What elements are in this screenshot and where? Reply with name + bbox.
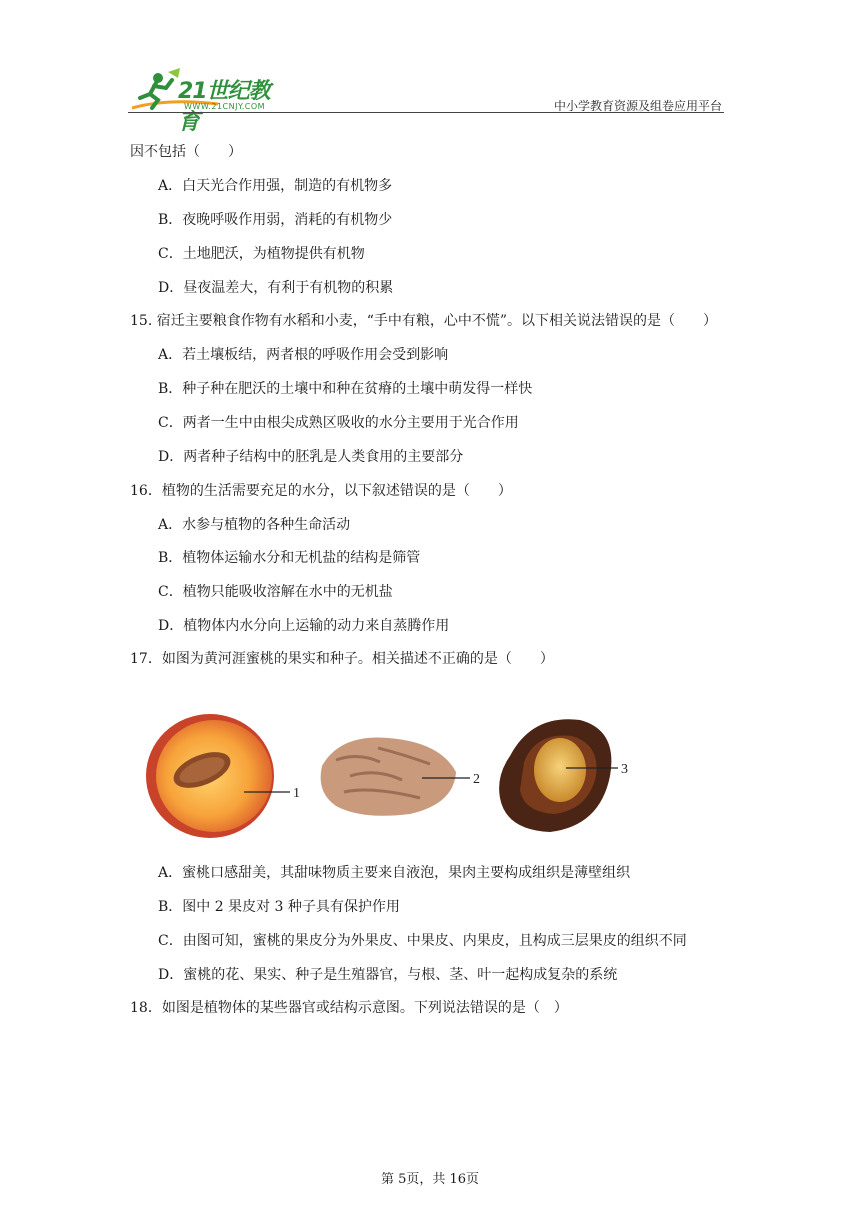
q16-option-c: C．植物只能吸收溶解在水中的无机盐 bbox=[158, 584, 393, 600]
q15-stem: 15. 宿迁主要粮食作物有水稻和小麦，“手中有粮，心中不慌”。以下相关说法错误的是（ ） bbox=[130, 313, 718, 329]
q14-stem-tail: 因不包括（ ） bbox=[130, 144, 242, 160]
q15-option-a: A．若土壤板结，两者根的呼吸作用会受到影响 bbox=[158, 347, 449, 363]
q16-option-a: A．水参与植物的各种生命活动 bbox=[158, 517, 351, 533]
peach-pit-image bbox=[321, 738, 470, 816]
peach-half-image bbox=[146, 714, 290, 838]
figure-label-1: 1 bbox=[293, 786, 300, 801]
figure-label-2: 2 bbox=[473, 772, 480, 787]
page-header bbox=[128, 66, 724, 135]
peach-illustration bbox=[140, 706, 660, 846]
site-logo bbox=[128, 68, 288, 135]
q14-option-b: B．夜晚呼吸作用弱，消耗的有机物少 bbox=[158, 212, 393, 228]
peach-figure bbox=[140, 706, 660, 846]
page-number: 第 5页，共 16页 bbox=[380, 1172, 480, 1187]
logo-text: 21世纪教育 bbox=[178, 79, 270, 135]
q17-stem: 17．如图为黄河涯蜜桃的果实和种子。相关描述不正确的是（ ） bbox=[130, 651, 554, 667]
peach-seed-image bbox=[499, 719, 618, 832]
figure-label-3: 3 bbox=[621, 762, 628, 777]
q17-option-b: B．图中 2 果皮对 3 种子具有保护作用 bbox=[158, 899, 400, 915]
q17-option-a: A．蜜桃口感甜美，其甜味物质主要来自液泡，果肉主要构成组织是薄壁组织 bbox=[158, 865, 631, 881]
q15-option-c: C．两者一生中由根尖成熟区吸收的水分主要用于光合作用 bbox=[158, 415, 519, 431]
q17-option-d: D．蜜桃的花、果实、种子是生殖器官，与根、茎、叶一起构成复杂的系统 bbox=[158, 967, 618, 983]
q16-stem: 16．植物的生活需要充足的水分，以下叙述错误的是（ ） bbox=[130, 483, 512, 499]
q16-option-d: D．植物体内水分向上运输的动力来自蒸腾作用 bbox=[158, 618, 450, 634]
q17-option-c: C．由图可知，蜜桃的果皮分为外果皮、中果皮、内果皮，且构成三层果皮的组织不同 bbox=[158, 933, 687, 949]
q14-option-d: D．昼夜温差大，有利于有机物的积累 bbox=[158, 280, 394, 296]
q15-option-b: B．种子种在肥沃的土壤中和种在贫瘠的土壤中萌发得一样快 bbox=[158, 381, 533, 397]
q18-stem: 18．如图是植物体的某些器官或结构示意图。下列说法错误的是（ ） bbox=[130, 1000, 568, 1016]
q16-option-b: B．植物体运输水分和无机盐的结构是筛管 bbox=[158, 550, 421, 566]
q15-option-d: D．两者种子结构中的胚乳是人类食用的主要部分 bbox=[158, 449, 464, 465]
q14-option-c: C．土地肥沃，为植物提供有机物 bbox=[158, 246, 365, 262]
logo-url: WWW.21CNJY.COM bbox=[184, 102, 266, 111]
q14-option-a: A．白天光合作用强，制造的有机物多 bbox=[158, 178, 393, 194]
platform-name: 中小学教育资源及组卷应用平台 bbox=[553, 99, 722, 113]
header-divider bbox=[128, 112, 724, 113]
